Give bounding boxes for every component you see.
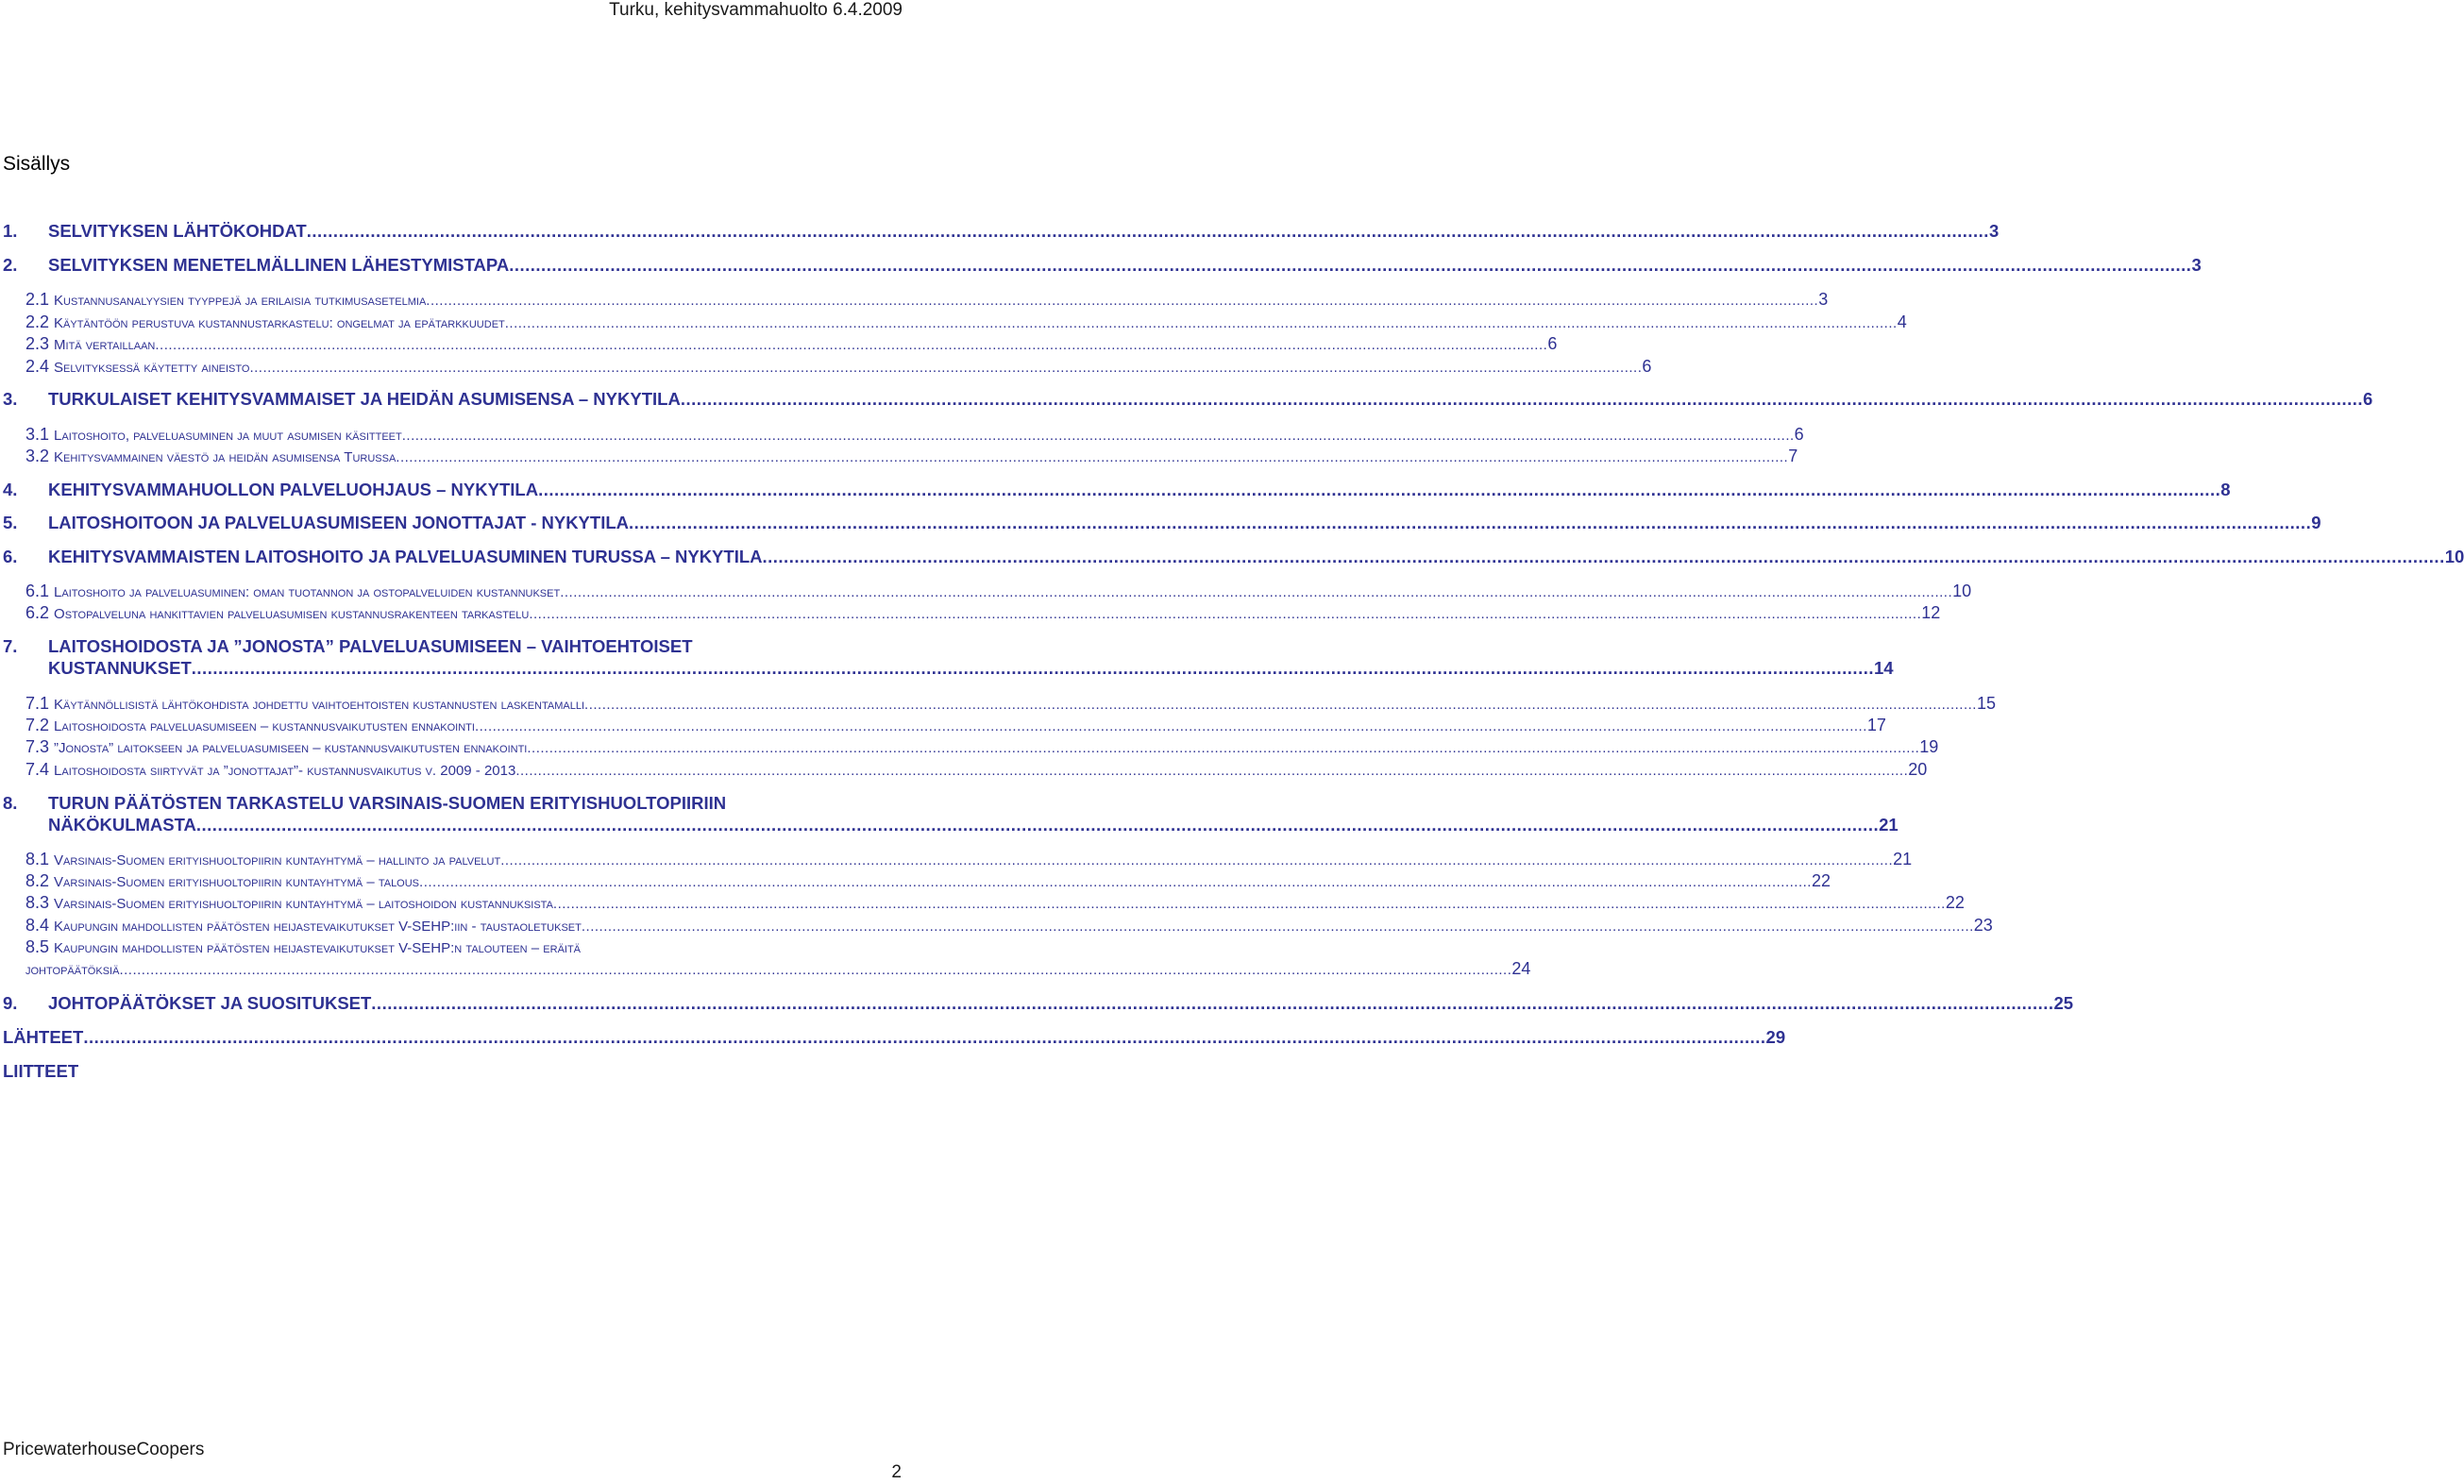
toc-entry-8-2[interactable]: 8.2 Varsinais-Suomen erityishuoltopiirin kuntayhtymä – talous ..... 22: [0, 871, 904, 891]
toc-entry-2-4[interactable]: 2.4 Selvityksessä käytetty aineisto ..... 6: [0, 357, 904, 377]
toc-entry-7-1[interactable]: 7.1 Käytännöllisistä lähtökohdista johdettu vaihtoehtoisten kustannusten laskentamalli ..... 15: [0, 694, 904, 714]
toc-entry-liitteet[interactable]: LIITTEET: [3, 1061, 79, 1081]
toc-entry-8-5[interactable]: 8.5 Kaupungin mahdollisten päätösten heijastevaikutukset V-SEHP:n talouteen – eräitä johtopäätöksiä ..... 24: [0, 937, 904, 979]
footer-company: PricewaterhouseCoopers: [3, 1440, 205, 1459]
toc-entry-3[interactable]: 3. TURKULAISET KEHITYSVAMMAISET JA HEIDÄN ASUMISENSA – NYKYTILA ..... 6: [0, 389, 904, 410]
toc-entry-8[interactable]: 8. TURUN PÄÄTÖSTEN TARKASTELU VARSINAIS-SUOMEN ERITYISHUOLTOPIIRIIN NÄKÖKULMASTA ..... 21: [0, 793, 904, 835]
toc-entry-8-4[interactable]: 8.4 Kaupungin mahdollisten päätösten heijastevaikutukset V-SEHP:iin - taustaoletukset ..... 23: [0, 916, 904, 936]
toc-entry-5[interactable]: 5. LAITOSHOITOON JA PALVELUASUMISEEN JONOTTAJAT - NYKYTILA ..... 9: [0, 513, 904, 533]
toc-entry-2-3[interactable]: 2.3 Mitä vertaillaan ..... 6: [0, 334, 904, 354]
toc-entry-2-2[interactable]: 2.2 Käytäntöön perustuva kustannustarkastelu: ongelmat ja epätarkkuudet ..... 4: [0, 312, 904, 332]
toc-entry-1[interactable]: 1. SELVITYKSEN LÄHTÖKOHDAT ..... 3: [0, 221, 904, 242]
toc-entry-8-1[interactable]: 8.1 Varsinais-Suomen erityishuoltopiirin kuntayhtymä – hallinto ja palvelut ..... 21: [0, 850, 904, 869]
toc-entry-3-1[interactable]: 3.1 Laitoshoito, palveluasuminen ja muut asumisen käsitteet ..... 6: [0, 425, 904, 445]
toc-entry-7-3[interactable]: 7.3 ”Jonosta” laitokseen ja palveluasumiseen – kustannusvaikutusten ennakointi ..... 19: [0, 737, 904, 757]
toc-entry-8-3[interactable]: 8.3 Varsinais-Suomen erityishuoltopiirin kuntayhtymä – laitoshoidon kustannuksista ..... 22: [0, 893, 904, 913]
toc-entry-6[interactable]: 6. KEHITYSVAMMAISTEN LAITOSHOITO JA PALVELUASUMINEN TURUSSA – NYKYTILA ..... 10: [0, 547, 904, 567]
toc-entry-7[interactable]: 7. LAITOSHOIDOSTA JA ”JONOSTA” PALVELUASUMISEEN – VAIHTOEHTOISET KUSTANNUKSET ..... 14: [0, 636, 904, 679]
page-title: Sisällys: [3, 153, 71, 175]
toc-entry-2-1[interactable]: 2.1 Kustannusanalyysien tyyppejä ja erilaisia tutkimusasetelmia ..... 3: [0, 290, 904, 310]
toc-entry-7-2[interactable]: 7.2 Laitoshoidosta palveluasumiseen – kustannusvaikutusten ennakointi ..... 17: [0, 716, 904, 735]
footer-page-number: 2: [891, 1462, 902, 1482]
toc-entry-7-4[interactable]: 7.4 Laitoshoidosta siirtyvät ja ”jonottajat”- kustannusvaikutus v. 2009 - 2013 ..... 20: [0, 760, 904, 780]
toc-entry-9[interactable]: 9. JOHTOPÄÄTÖKSET JA SUOSITUKSET ..... 25: [0, 993, 904, 1014]
running-header: Turku, kehitysvammahuolto 6.4.2009: [609, 0, 903, 20]
toc-entry-3-2[interactable]: 3.2 Kehitysvammainen väestö ja heidän asumisensa Turussa ..... 7: [0, 447, 904, 466]
toc-entry-6-1[interactable]: 6.1 Laitoshoito ja palveluasuminen: oman tuotannon ja ostopalveluiden kustannukset ..... 10: [0, 582, 904, 601]
toc-entry-6-2[interactable]: 6.2 Ostopalveluna hankittavien palveluasumisen kustannusrakenteen tarkastelu ..... 12: [0, 603, 904, 623]
toc-entry-4[interactable]: 4. KEHITYSVAMMAHUOLLON PALVELUOHJAUS – NYKYTILA ..... 8: [0, 480, 904, 500]
toc-entry-2[interactable]: 2. SELVITYKSEN MENETELMÄLLINEN LÄHESTYMISTAPA ..... 3: [0, 255, 904, 276]
toc-entry-lahteet[interactable]: LÄHTEET ..... 29: [0, 1027, 904, 1048]
